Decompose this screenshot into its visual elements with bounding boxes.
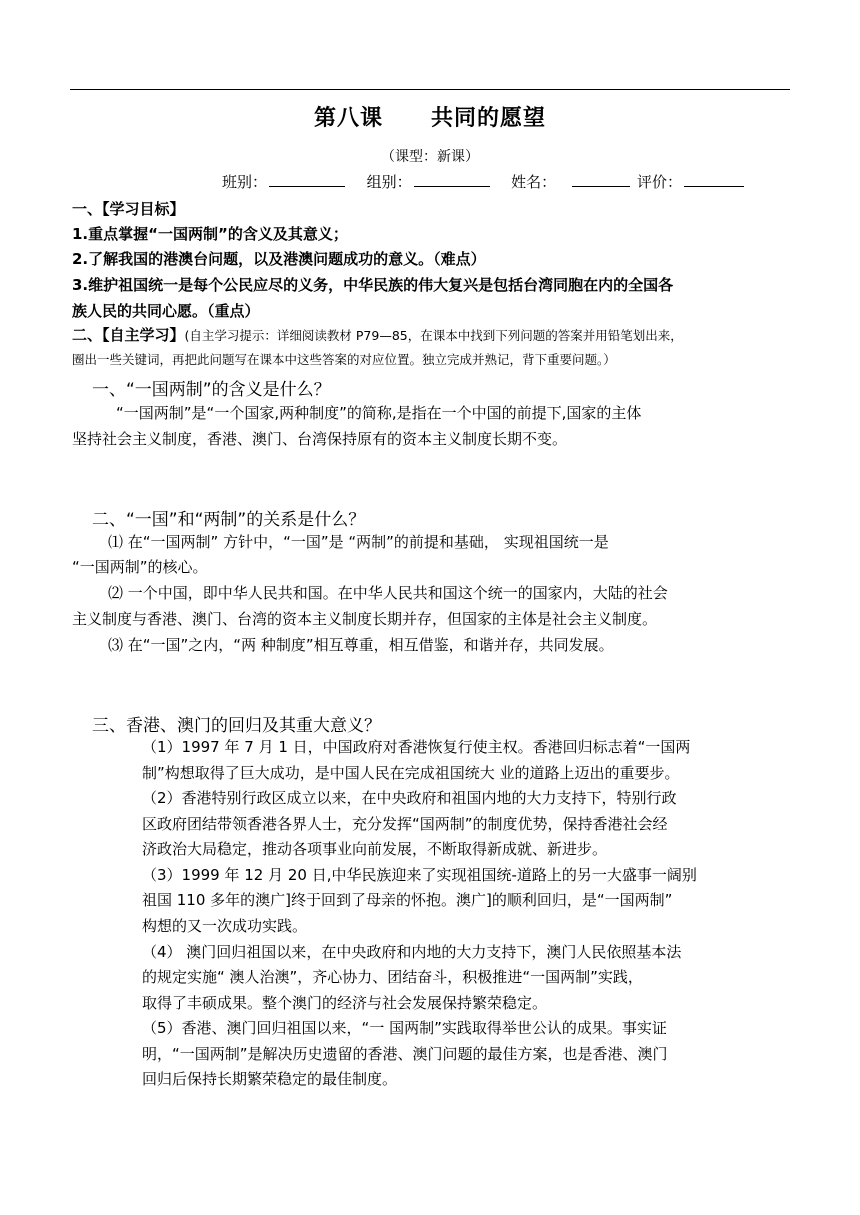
- question-3-line: 明，“一国两制”是解决历史遗留的香港、澳门问题的最佳方案，也是香港、澳门: [142, 1045, 668, 1063]
- question-2-p2-line1: ⑵ 一个中国，即中华人民共和国。在中华人民共和国这个统一的国家内，大陆的社会: [108, 584, 668, 602]
- question-3-line: （2）香港特别行政区成立以来，在中央政府和祖国内地的大力支持下，特别行政: [142, 789, 677, 807]
- title-topic: 共同的愿望: [431, 106, 547, 131]
- objective-3-line1: 3.维护祖国统一是每个公民应尽的义务，中华民族的伟大复兴是包括台湾同胞在内的全国各: [72, 276, 674, 294]
- student-info-row: [222, 171, 746, 192]
- question-1-line2: 坚持社会主义制度，香港、澳门、台湾保持原有的资本主义制度长期不变。: [72, 430, 568, 448]
- question-3-line: 回归后保持长期繁荣稳定的最佳制度。: [142, 1070, 398, 1088]
- objectives-heading: [72, 198, 185, 219]
- group-label: 组别：: [366, 173, 412, 191]
- objective-1: 1.重点掌握“一国两制”的含义及其意义；: [72, 225, 348, 243]
- question-3-line: （4） 澳门回归祖国以来，在中央政府和内地的大力支持下，澳门人民依照基本法: [142, 943, 682, 961]
- self-study-num: 二、: [72, 326, 103, 344]
- question-2-p1-line1: ⑴ 在“一国两制” 方针中，“一国”是 “两制”的前提和基础， 实现祖国统一是: [108, 533, 609, 551]
- question-3-line: 构想的又一次成功实践。: [142, 917, 308, 935]
- question-3-line: （1）1997 年 7 月 1 日，中国政府对香港恢复行使主权。香港回归标志着“一国两: [142, 738, 691, 756]
- top-rule: [70, 89, 790, 90]
- question-3-line: 制”构想取得了巨大成功，是中国人民在完成祖国统大 业的道路上迈出的重要步。: [142, 764, 680, 782]
- objective-2: 2.了解我国的港澳台问题，以及港澳问题成功的意义。（难点）: [72, 250, 486, 268]
- class-field[interactable]: [269, 172, 345, 187]
- objectives-heading-text: 【学习目标】: [102, 200, 185, 218]
- question-3-line: 祖国 110 多年的澳广]终于回到了母亲的怀抱。澳广]的顺利回归，是“一国两制”: [142, 891, 673, 909]
- objectives-heading-num: 一、: [72, 200, 103, 218]
- objective-3-line2: 族人民的共同心愿。（重点）: [72, 302, 260, 320]
- self-study-heading: [72, 324, 683, 345]
- lesson-type: （课型：新课）: [381, 149, 479, 165]
- eval-field[interactable]: [684, 172, 744, 187]
- page-title: [0, 101, 860, 132]
- question-3-line: （3）1999 年 12 月 20 日,中华民族迎来了实现祖国统-道路上的另一大盛事一阔别: [142, 866, 697, 884]
- name-label: 姓名：: [511, 173, 557, 191]
- group-field[interactable]: [414, 172, 490, 187]
- question-3-line: 取得了丰硕成果。整个澳门的经济与社会发展保持繁荣稳定。: [142, 994, 548, 1012]
- question-1-line1: “一国两制”是“一个国家,两种制度”的简称,是指在一个中国的前提下,国家的主体: [116, 404, 642, 422]
- self-study-title: 【自主学习】: [102, 326, 185, 344]
- question-1-heading: 一、“一国两制”的含义是什么？: [92, 380, 331, 400]
- question-2-p1-line2: “一国两制”的核心。: [72, 558, 208, 576]
- question-3-line: 济政治大局稳定，推动各项事业向前发展，不断取得新成就、新进步。: [142, 840, 608, 858]
- question-2-p3-line1: ⑶ 在“一国”之内，“两 种制度”相互尊重，相互借鉴，和谐并存，共同发展。: [108, 636, 614, 654]
- question-3-heading: 三、香港、澳门的回归及其重大意义？: [92, 716, 381, 736]
- self-study-hint-2: 圈出一些关键词，再把此问题写在课本中这些答案的对应位置。独立完成并熟记，背下重要问题。）: [72, 352, 616, 367]
- question-2-heading: 二、“一国”和“两制”的关系是什么？: [92, 510, 366, 530]
- question-3-line: （5）香港、澳门回归祖国以来，“一 国两制”实践取得举世公认的成果。事实证: [142, 1019, 667, 1037]
- eval-label: 评价：: [636, 173, 682, 191]
- question-3-line: 区政府团结带领香港各界人士，充分发挥“国两制”的制度优势，保持香港社会经: [142, 815, 668, 833]
- question-3-line: 的规定实施“ 澳人治澳”，齐心协力、团结奋斗，积极推进“一国两制”实践，: [142, 968, 643, 986]
- title-lesson: 第八课: [313, 106, 383, 131]
- class-label: 班别：: [222, 173, 268, 191]
- name-field[interactable]: [572, 172, 630, 187]
- question-2-p2-line2: 主义制度与香港、澳门、台湾的资本主义制度长期并存，但国家的主体是社会主义制度。: [72, 610, 658, 628]
- self-study-hint-1: (自主学习提示：详细阅读教材 P79—85，在课本中找到下列问题的答案并用铅笔划出来，: [184, 328, 683, 343]
